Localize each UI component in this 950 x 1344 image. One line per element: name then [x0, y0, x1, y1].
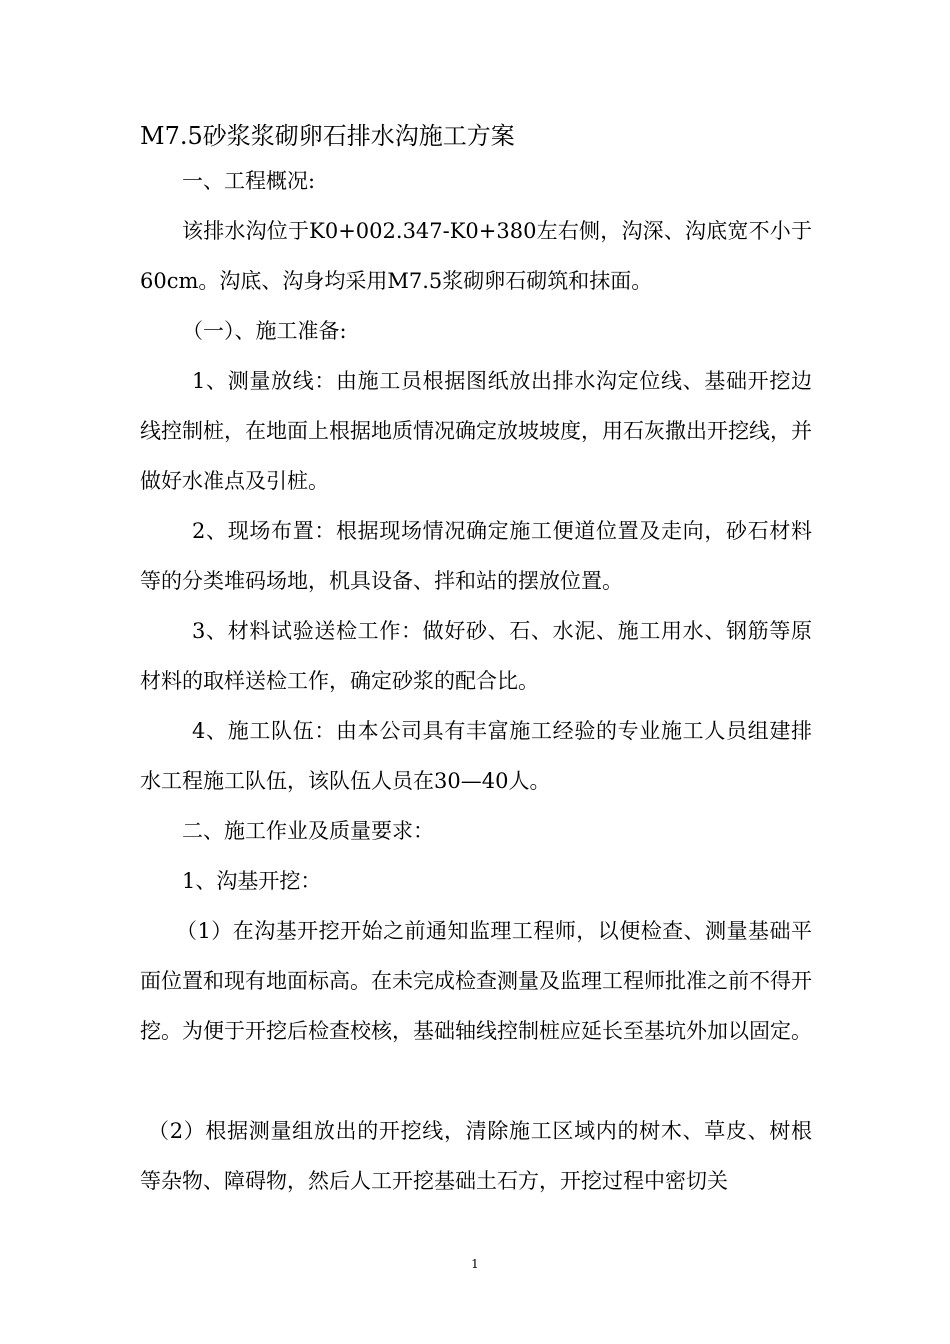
paragraph-material-testing: 3、材料试验送检工作：做好砂、石、水泥、施工用水、钢筋等原材料的取样送检工作，确定砂浆的配合比。	[140, 619, 812, 693]
section-heading-overview: 一、工程概况:	[182, 169, 316, 193]
subsection-heading-preparation: （一）、施工准备:	[182, 319, 347, 343]
paragraph-excavation-1: （1）在沟基开挖开始之前通知监理工程师，以便检查、测量基础平面位置和现有地面标高。在未完成检查测量及监理工程师批准之前不得开挖。为便于开挖后检查校核，基础轴线控制桩应延长至基坑外加以固定。	[140, 919, 812, 1043]
subsection-heading-excavation: 1、沟基开挖：	[182, 869, 322, 893]
paragraph-excavation-2: （2）根据测量组放出的开挖线，清除施工区域内的树木、草皮、树根等杂物、障碍物，然后人工开挖基础土石方，开挖过程中密切关	[140, 1119, 812, 1193]
section-heading-construction: 二、施工作业及质量要求：	[182, 819, 434, 843]
page-number: 1	[471, 1257, 479, 1271]
paragraph-overview: 该排水沟位于K0+002.347-K0+380左右侧，沟深、沟底宽不小于60cm。沟底、沟身均采用M7.5浆砌卵石砌筑和抹面。	[140, 219, 812, 293]
document-title: M7.5砂浆浆砌卵石排水沟施工方案	[140, 122, 515, 150]
paragraph-site-layout: 2、现场布置：根据现场情况确定施工便道位置及走向，砂石材料等的分类堆码场地，机具设备、拌和站的摆放位置。	[140, 519, 812, 593]
paragraph-survey: 1、测量放线：由施工员根据图纸放出排水沟定位线、基础开挖边线控制桩，在地面上根据地质情况确定放坡坡度，用石灰撒出开挖线，并做好水准点及引桩。	[140, 369, 812, 493]
paragraph-construction-team: 4、施工队伍：由本公司具有丰富施工经验的专业施工人员组建排水工程施工队伍，该队伍人员在30—40人。	[140, 719, 812, 793]
